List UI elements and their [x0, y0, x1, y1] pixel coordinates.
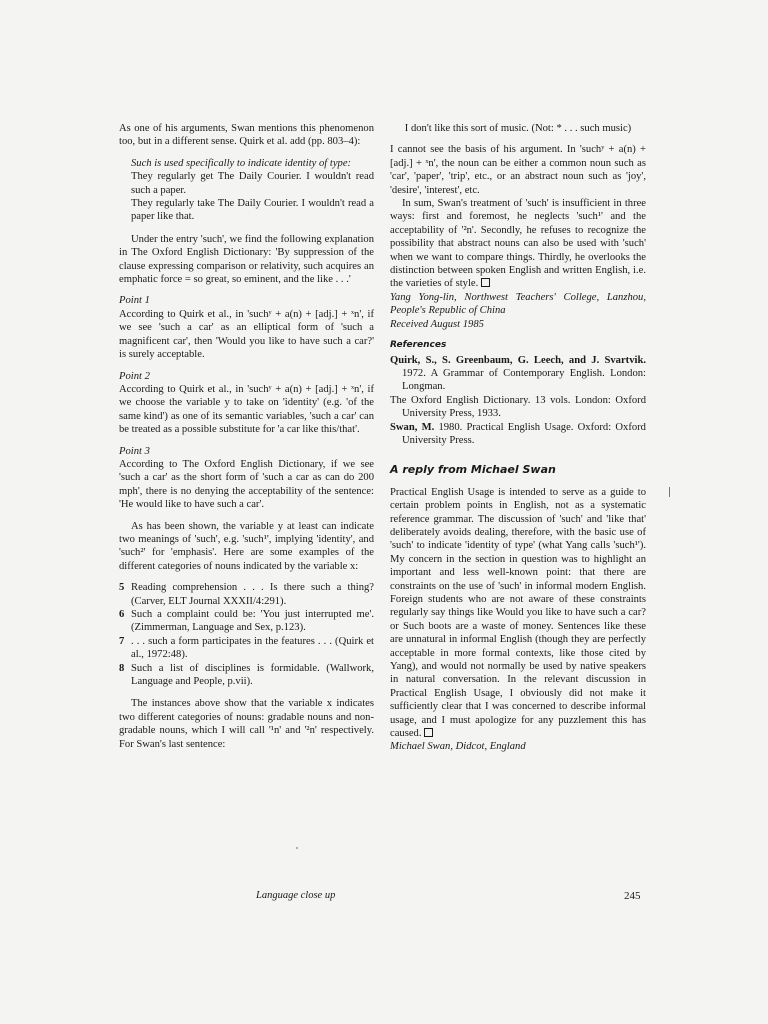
reference-item: The Oxford English Dictionary. 13 vols. London: Oxford University Press, 1933.: [390, 394, 646, 420]
item-text: . . . such a form participates in the features . . . (Quirk et al., 1972:48).: [131, 635, 374, 661]
page-number: 245: [624, 890, 641, 902]
list-item: [119, 608, 374, 635]
intro-paragraph: As one of his arguments, Swan mentions this phenomenon too, but in a different sense. Quirk et al. add (pp. 803–4):: [119, 123, 374, 148]
quote-lead: Such is used specifically to indicate identity of type:: [131, 157, 352, 169]
point-2-body: According to Quirk et al., in 'suchʸ + a(n) + [adj.] + ˣn', if we choose the variable y to take on 'identity' (e.g. 'of the same kind') as one of its semantic variables, 'such a car' can be treated as a possible substitute for 'a car like this/that'.: [119, 383, 374, 436]
variable-paragraph: As has been shown, the variable y at least can indicate two meanings of 'such', e.g. 'such¹', implying 'identity', and 'such²' for 'emphasis'. Here are some examples of the different categories of nouns indicated by the variable x:: [119, 520, 374, 572]
reference-item: Swan, M. 1980. Practical English Usage. Oxford: Oxford University Press.: [390, 421, 646, 446]
author-affiliation: Yang Yong-lin, Northwest Teachers' College, Lanzhou, People's Republic of China: [390, 291, 646, 317]
quote-example-2: They regularly take The Daily Courier. I wouldn't read a paper like that.: [131, 198, 374, 223]
point-1-body: According to Quirk et al., in 'suchʸ + a(n) + [adj.] + ˣn', if we see 'such a car' as an elliptical form of 'such a magnificent car', then 'Would you like to have such a car?' is surely acceptable.: [119, 308, 374, 361]
end-mark-icon: [481, 278, 490, 287]
list-item: [119, 635, 374, 662]
item-text: Reading comprehension . . . Is there such a thing? (Carver, ELT Journal XXXII/4:291).: [131, 582, 374, 607]
list-item: [119, 662, 374, 689]
reply-heading: A reply from Michael Swan: [390, 463, 556, 477]
left-column: [119, 122, 374, 759]
stray-dot: [296, 847, 298, 849]
right-column: [390, 122, 646, 762]
item-number: 8: [119, 662, 125, 674]
closing-paragraph: The instances above show that the variable x indicates two different categories of nouns: gradable nouns and non-gradable nouns, which I will call '¹n' and '²n' respectively. For Swan's last sentence:: [119, 698, 374, 750]
oed-entry-paragraph: Under the entry 'such', we find the following explanation in The Oxford English Dictionary: 'By suppression of the clause expressing comparison or relativity, such acquires an emphatic force = so great, so eminent, and the like . . .': [119, 233, 374, 286]
reference-item: Quirk, S., S. Greenbaum, G. Leech, and J. Svartvik. 1972. A Grammar of Contemporary English. London: Longman.: [390, 354, 646, 393]
item-number: 5: [119, 582, 125, 594]
point-3-heading: Point 3: [119, 445, 150, 457]
quote-example-1: They regularly get The Daily Courier. I wouldn't read such a paper.: [131, 171, 374, 196]
music-example: I don't like this sort of music. (Not: * . . . such music): [404, 123, 632, 134]
point-3-body: According to The Oxford English Dictionary, if we see 'such a car' as the short form of 'such a car as can do 200 mph', there is no denying the acceptability of the sentence: 'He would like to have such a car'.: [119, 458, 374, 511]
quirk-quotation: [119, 157, 374, 224]
item-number: 7: [119, 635, 125, 647]
item-number: 6: [119, 609, 125, 620]
item-text: Such a list of disciplines is formidable. (Wallwork, Language and People, p.vii).: [131, 662, 374, 688]
journal-section-title: Language close up: [256, 890, 336, 901]
list-item: [119, 581, 374, 608]
basis-paragraph: I cannot see the basis of his argument. In 'suchʸ + a(n) + [adj.] + ˣn', the noun can be either a common noun such as 'car', 'paper', 'trip', etc., or an abstract noun such as 'joy', 'desire', 'interest', etc.: [390, 144, 646, 196]
item-text: Such a complaint could be: 'You just interrupted me'. (Zimmerman, Language and Sex, p.123).: [131, 609, 374, 634]
references-heading: References: [390, 340, 447, 351]
point-2-heading: Point 2: [119, 370, 150, 382]
end-mark-icon: [424, 728, 433, 737]
received-date: Received August 1985: [390, 318, 484, 330]
point-1-heading: Point 1: [119, 295, 150, 307]
margin-mark: [669, 487, 670, 497]
reply-body: Practical English Usage is intended to serve as a guide to certain problem points in English, not as a systematic reference grammar. The discussion of 'such' and 'like that' deliberately avoids dealing, therefore, with the basic use of 'such' to indicate 'identity of type' (what Yang calls 'such¹'). My concern in the section in question was to highlight an important and less well-known point: that there are constraints on the use of 'such' in informal modern English. Foreign students who are not aware of these constraints regularly say things like Would you like to have such a car? or Such boots are a waste of money. Sentences like these are unnatural in informal English (though they are perfectly acceptable in more formal contexts, like those cited by Yang), and would not normally be used by native speakers in natural conversation. In the relevant discussion in Practical English Usage, I obviously did not make it sufficiently clear that I was concerned to describe informal usage, and I must apologize for any puzzlement this has caused.: [390, 486, 646, 740]
examples-list: [119, 581, 374, 688]
summary-paragraph: In sum, Swan's treatment of 'such' is insufficient in three ways: first and foremost, he neglects 'such¹' and the acceptability of '²n'. Secondly, he refuses to recognize the possibility that abstract nouns can also be used with 'such' when we want to compare things. Thirdly, he overlooks the distinction between spoken English and written English, i.e. the varieties of style.: [390, 198, 646, 290]
reply-author: Michael Swan, Didcot, England: [390, 741, 526, 753]
